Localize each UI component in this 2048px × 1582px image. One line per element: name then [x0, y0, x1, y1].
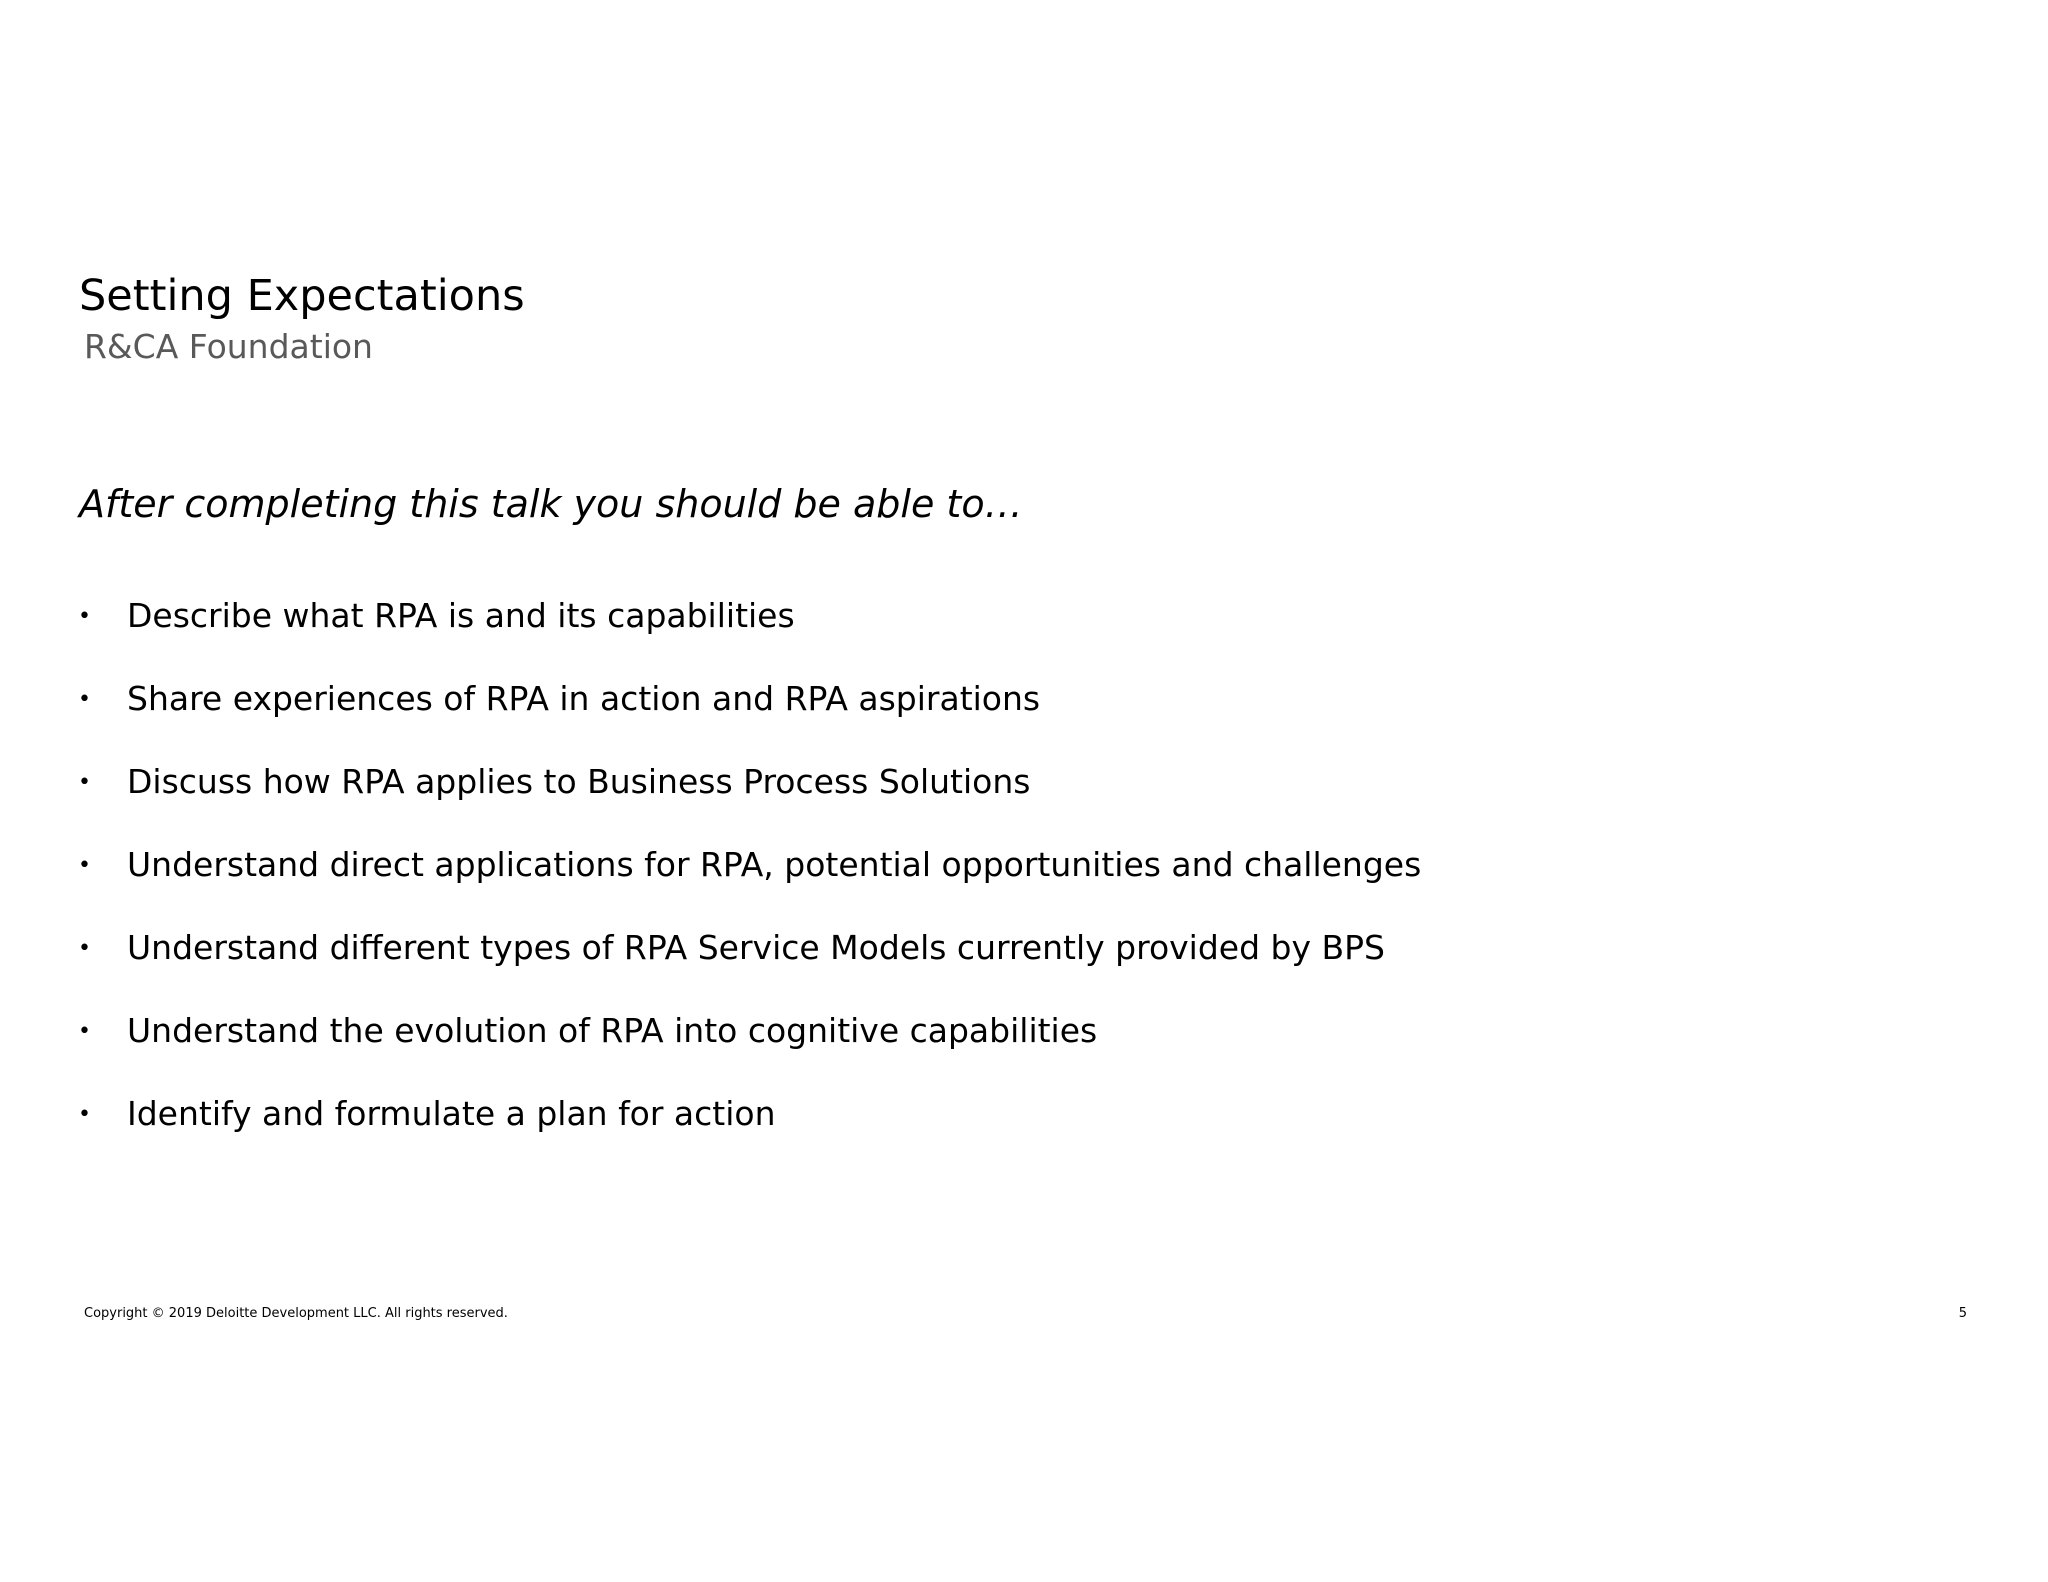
- intro-text: After completing this talk you should be able to…: [79, 482, 1023, 526]
- bullet-text: Understand direct applications for RPA, potential opportunities and challenges: [127, 845, 1422, 884]
- bullet-text: Share experiences of RPA in action and RPA aspirations: [127, 679, 1041, 718]
- bullet-text: Understand different types of RPA Service Models currently provided by BPS: [127, 928, 1385, 967]
- footer-copyright: Copyright © 2019 Deloitte Development LLC. All rights reserved.: [84, 1306, 508, 1321]
- bullet-text: Describe what RPA is and its capabilities: [127, 596, 795, 635]
- bullet-icon: •: [78, 853, 91, 878]
- bullet-text: Understand the evolution of RPA into cognitive capabilities: [127, 1011, 1098, 1050]
- slide-subtitle: R&CA Foundation: [84, 327, 373, 366]
- bullet-text: Identify and formulate a plan for action: [127, 1094, 776, 1133]
- bullet-icon: •: [78, 936, 91, 961]
- bullet-icon: •: [78, 604, 91, 629]
- bullet-icon: •: [78, 687, 91, 712]
- bullet-icon: •: [78, 770, 91, 795]
- bullet-icon: •: [78, 1102, 91, 1127]
- slide-title: Setting Expectations: [79, 271, 525, 321]
- page-number: 5: [1958, 1306, 1967, 1321]
- bullet-text: Discuss how RPA applies to Business Process Solutions: [127, 762, 1031, 801]
- bullet-icon: •: [78, 1019, 91, 1044]
